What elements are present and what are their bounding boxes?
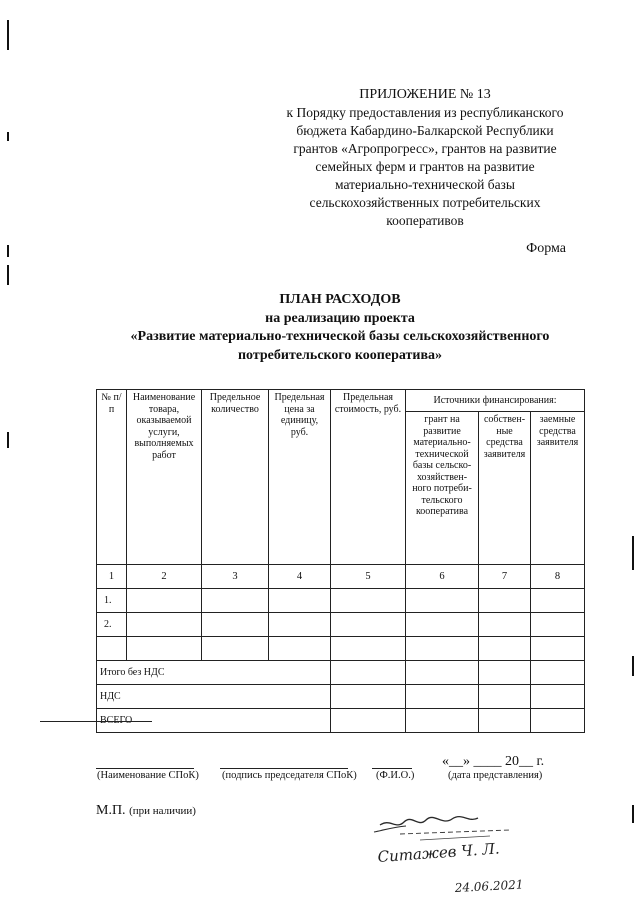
expense-plan-table — [96, 389, 585, 733]
table-cell[interactable] — [406, 685, 479, 709]
fio-line — [372, 768, 412, 769]
table-cell[interactable] — [202, 589, 269, 613]
row-number: 1. — [97, 589, 127, 613]
table-cell[interactable] — [127, 589, 202, 613]
stamp-place — [96, 803, 196, 819]
table-cell[interactable] — [331, 685, 406, 709]
grand-total-label: ВСЕГО — [97, 709, 331, 733]
table-cell[interactable] — [202, 637, 269, 661]
title-line: потребительского кооператива» — [237, 347, 443, 363]
title-line: «Развитие материально-технической базы сельскохозяйственного — [130, 329, 550, 344]
column-number: 6 — [406, 565, 479, 589]
table-row — [97, 637, 585, 661]
table-row — [97, 589, 585, 613]
chairman-signature-line — [220, 768, 348, 769]
total-row — [97, 661, 585, 685]
table-cell[interactable] — [406, 613, 479, 637]
scan-edge-mark — [7, 245, 9, 257]
header-name: Наименование товара, оказываемой услуги, выполняемых работ — [127, 390, 202, 565]
header-cost: Предельная стоимость, руб. — [331, 390, 406, 565]
handwritten-signature — [360, 800, 550, 905]
table-cell[interactable] — [479, 589, 531, 613]
table-cell[interactable] — [127, 613, 202, 637]
table-cell[interactable] — [531, 613, 585, 637]
fio-caption: (Ф.И.О.) — [376, 770, 415, 781]
appendix-line: кооперативов — [386, 213, 464, 228]
total-row — [97, 685, 585, 709]
stamp-note: (при наличии) — [129, 805, 196, 817]
column-number: 1 — [97, 565, 127, 589]
title-line: ПЛАН РАСХОДОВ — [279, 292, 401, 307]
table-cell[interactable] — [531, 661, 585, 685]
scan-edge-mark — [7, 432, 9, 448]
table-cell[interactable] — [406, 637, 479, 661]
title-line: на реализацию проекта — [265, 310, 415, 326]
column-number: 2 — [127, 565, 202, 589]
scan-line — [40, 721, 152, 722]
appendix-title: ПРИЛОЖЕНИЕ № 13 — [359, 87, 491, 102]
table-cell[interactable] — [269, 637, 331, 661]
scan-edge-mark — [7, 265, 9, 285]
appendix-line: семейных ферм и грантов на развитие — [315, 159, 535, 174]
table-cell[interactable] — [479, 685, 531, 709]
scan-edge-mark — [632, 536, 634, 570]
column-number: 3 — [202, 565, 269, 589]
table-cell[interactable] — [127, 637, 202, 661]
header-borrowed-funds: заемные средства заявителя — [531, 412, 585, 565]
table-cell[interactable] — [531, 685, 585, 709]
table-cell[interactable] — [331, 709, 406, 733]
scan-edge-mark — [7, 20, 9, 50]
table-cell[interactable] — [531, 589, 585, 613]
table-cell[interactable] — [531, 709, 585, 733]
table-cell[interactable] — [406, 661, 479, 685]
form-label: Форма — [526, 241, 566, 256]
appendix-line: материально-технической базы — [335, 177, 515, 192]
row-number: 2. — [97, 613, 127, 637]
vat-label: НДС — [97, 685, 331, 709]
appendix-header — [255, 86, 595, 230]
table-row — [97, 613, 585, 637]
handwritten-date: 24.06.2021 — [454, 877, 524, 895]
chairman-signature-caption: (подпись председателя СПоК) — [222, 770, 357, 781]
header-num: № п/п — [97, 390, 127, 565]
stamp-label: М.П. — [96, 803, 126, 818]
table-cell[interactable] — [406, 709, 479, 733]
handwritten-name: Ситажев Ч. Л. — [377, 839, 501, 866]
appendix-line: грантов «Агропрогресс», грантов на развитие — [293, 141, 557, 156]
column-number: 4 — [269, 565, 331, 589]
name-signature-line — [96, 768, 194, 769]
date-caption: (дата представления) — [448, 770, 543, 781]
table-cell[interactable] — [406, 589, 479, 613]
appendix-line: бюджета Кабардино-Балкарской Республики — [296, 123, 554, 138]
date-field: «__» ____ 20__ г. — [442, 754, 545, 769]
total-row — [97, 709, 585, 733]
table-cell[interactable] — [479, 661, 531, 685]
column-number: 5 — [331, 565, 406, 589]
table-cell[interactable] — [269, 613, 331, 637]
scan-edge-mark — [632, 656, 634, 676]
table-cell[interactable] — [331, 613, 406, 637]
header-sources: Источники финансирования: — [406, 390, 585, 412]
column-number: 7 — [479, 565, 531, 589]
header-price: Предельная цена за единицу, руб. — [269, 390, 331, 565]
header-grant: грант на развитие материально-технической базы сельско-хозяйствен-ного потреби-тельского кооператива — [406, 412, 479, 565]
header-own-funds: собствен-ные средства заявителя — [479, 412, 531, 565]
column-number: 8 — [531, 565, 585, 589]
table-cell[interactable] — [479, 709, 531, 733]
scan-edge-mark — [632, 805, 634, 823]
total-without-vat-label: Итого без НДС — [97, 661, 331, 685]
name-caption: (Наименование СПоК) — [97, 770, 199, 781]
table-cell[interactable] — [479, 613, 531, 637]
header-quantity: Предельное количество — [202, 390, 269, 565]
appendix-line: к Порядку предоставления из республиканского — [286, 105, 564, 120]
appendix-line: сельскохозяйственных потребительских — [309, 195, 541, 210]
table-cell[interactable] — [531, 637, 585, 661]
scan-edge-mark — [7, 132, 9, 141]
table-cell[interactable] — [331, 661, 406, 685]
table-cell[interactable] — [202, 613, 269, 637]
table-cell[interactable] — [331, 637, 406, 661]
row-number — [97, 637, 127, 661]
table-cell[interactable] — [269, 589, 331, 613]
table-cell[interactable] — [479, 637, 531, 661]
table-cell[interactable] — [331, 589, 406, 613]
document-title — [60, 291, 620, 365]
